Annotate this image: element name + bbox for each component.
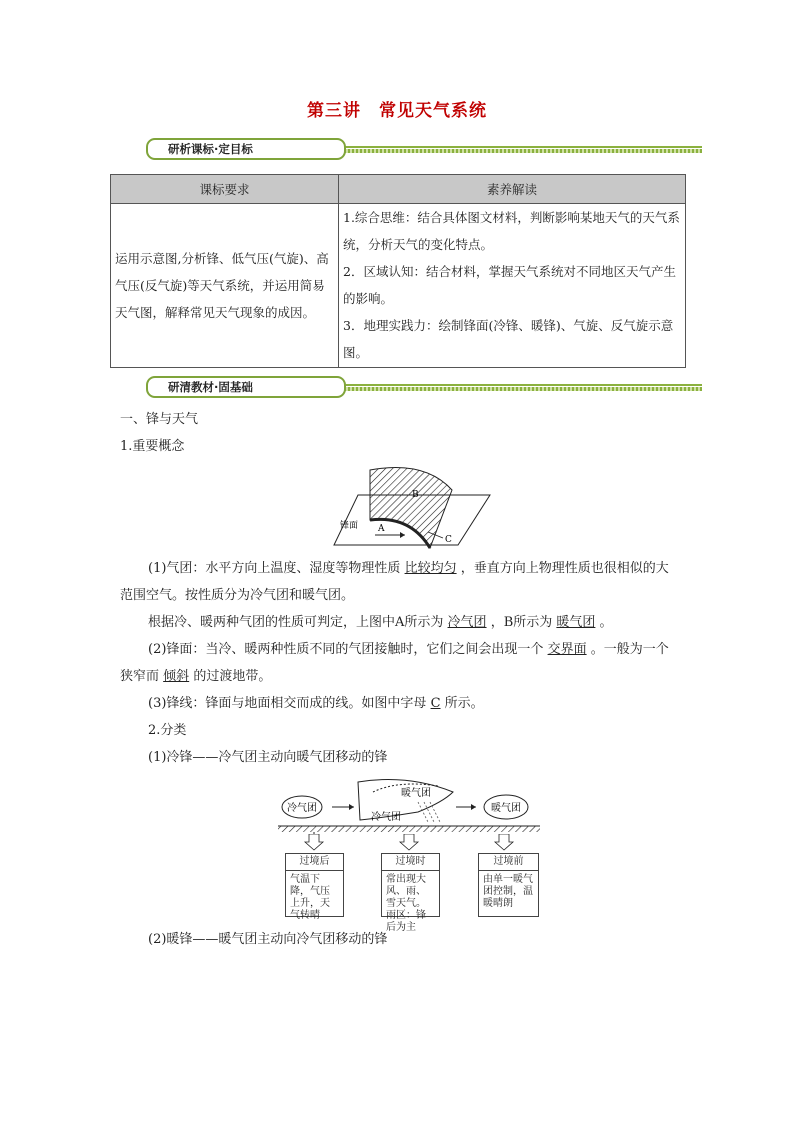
table-header-literacy: 素养解读 [339, 175, 686, 204]
paragraph-front-surface: (2)锋面：当冷、暖两种性质不同的气团接触时，它们之间会出现一个 交界面 。一般为一个狭窄而 倾斜 的过渡地带。 [120, 642, 669, 684]
label-c: C [445, 535, 452, 545]
label-front: 锋面 [340, 521, 359, 531]
after-passage-box: 过境后 气温下降，气压上升，天气转晴 [285, 853, 344, 917]
answer-blank: C [430, 696, 441, 711]
subsection-heading: 2.分类 [148, 723, 187, 738]
section-banner-standards [146, 138, 702, 160]
warm-front-title: (2)暖锋——暖气团主动向冷气团移动的锋 [148, 932, 388, 947]
answer-blank: 交界面 [547, 642, 587, 657]
during-passage-box: 过境时 常出现大风、雨、雪天气。雨区：锋后为主 [381, 853, 440, 917]
label-b: B [412, 490, 419, 500]
cold-front-title: (1)冷锋——冷气团主动向暖气团移动的锋 [148, 750, 388, 765]
paragraph-front-line: (3)锋线：锋面与地面相交而成的线。如图中字母 C 所示。 [148, 696, 484, 711]
standards-table [110, 174, 686, 368]
subsection-heading: 1.重要概念 [120, 439, 185, 454]
warm-air-mass-top-label: 暖气团 [401, 788, 431, 799]
banner-label: 研清教材·固基础 [146, 376, 346, 398]
answer-blank: 倾斜 [163, 669, 190, 684]
warm-air-mass-right-label: 暖气团 [491, 803, 521, 814]
banner-label: 研析课标·定目标 [146, 138, 346, 160]
literacy-item: 2．区域认知：结合材料，掌握天气系统对不同地区天气产生的影响。 [343, 264, 676, 306]
literacy-cell [339, 204, 686, 368]
table-header-requirements: 课标要求 [111, 175, 339, 204]
before-passage-box: 过境前 由单一暖气团控制，温暖晴朗 [478, 853, 539, 917]
literacy-item: 3．地理实践力：绘制锋面(冷锋、暖锋)、气旋、反气旋示意图。 [343, 318, 674, 360]
label-a: A [378, 524, 385, 534]
front-surface-diagram [330, 460, 495, 550]
section-heading: 一、锋与天气 [120, 412, 199, 427]
cold-air-mass-mid-label: 冷气团 [371, 812, 401, 823]
paragraph-air-mass: (1)气团：水平方向上温度、湿度等物理性质 比较均匀 ，垂直方向上物理性质也很相似的大范围空气。按性质分为冷气团和暖气团。 [120, 561, 669, 603]
paragraph-judgement: 根据冷、暖两种气团的性质可判定，上图中A所示为 冷气团 ，B所示为 暖气团 。 [148, 615, 613, 630]
answer-blank: 比较均匀 [404, 561, 457, 576]
cold-front-arrows [278, 834, 540, 854]
answer-blank: 暖气团 [556, 615, 596, 630]
cold-air-mass-label: 冷气团 [287, 803, 317, 814]
page-title: 第三讲 常见天气系统 [307, 101, 487, 121]
requirements-cell: 运用示意图,分析锋、低气压(气旋)、高气压(反气旋)等天气系统，并运用简易天气图，解释常见天气现象的成因。 [111, 204, 339, 368]
section-banner-basics [146, 376, 702, 398]
literacy-item: 1.综合思维：结合具体图文材料，判断影响某地天气的天气系统，分析天气的变化特点。 [343, 210, 680, 252]
cold-front-diagram [278, 772, 540, 834]
answer-blank: 冷气团 [447, 615, 487, 630]
